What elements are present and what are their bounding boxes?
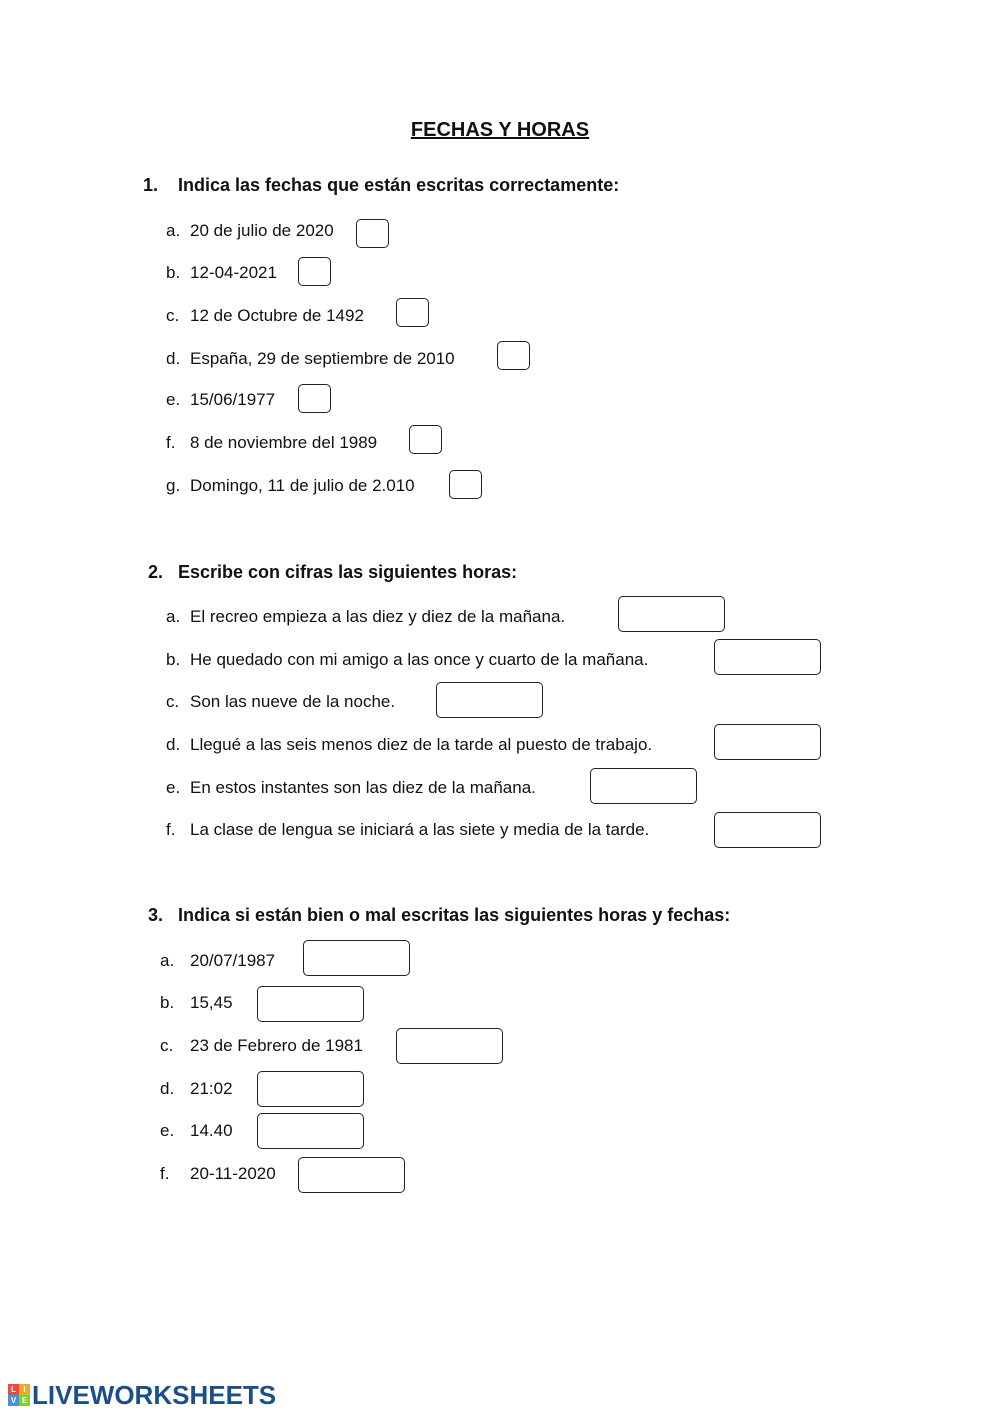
q2-item-b-answer-field[interactable] [714, 639, 821, 675]
q2-item-c-answer-field[interactable] [436, 682, 543, 718]
q3-item-d-letter: d. [160, 1079, 175, 1098]
q1-item-f-text: 8 de noviembre del 1989 [190, 433, 378, 452]
q3-item-a-answer-field[interactable] [303, 940, 410, 976]
q1-item-d-letter: d. [166, 349, 181, 368]
q3-item-f-letter: f. [160, 1164, 170, 1183]
q2-item-d-answer-field[interactable] [714, 724, 821, 760]
q2-item-f-letter: f. [166, 820, 176, 839]
q2-item-a-answer-field[interactable] [618, 596, 725, 632]
q1-item-b-letter: b. [166, 263, 181, 282]
logo-mark-tile: E [19, 1395, 30, 1406]
q2-item-b-letter: b. [166, 650, 181, 669]
q1-item-g-checkbox[interactable] [449, 470, 482, 499]
q2-item-e-text: En estos instantes son las diez de la mañana. [190, 778, 536, 797]
q3-item-b-answer-field[interactable] [257, 986, 364, 1022]
q1-item-c-text: 12 de Octubre de 1492 [190, 306, 364, 325]
q3-item-e-letter: e. [160, 1121, 175, 1140]
logo-mark-tile: I [19, 1384, 30, 1395]
q3-item-e-text: 14.40 [190, 1121, 233, 1140]
liveworksheets-logo-icon [8, 1384, 30, 1406]
question-3-text: Indica si están bien o mal escritas las siguientes horas y fechas: [178, 905, 731, 925]
q2-item-f-text: La clase de lengua se iniciará a las siete y media de la tarde. [190, 820, 650, 839]
q1-item-c-checkbox[interactable] [396, 298, 429, 327]
q1-item-d-checkbox[interactable] [497, 341, 530, 370]
q2-item-d-text: Llegué a las seis menos diez de la tarde al puesto de trabajo. [190, 735, 653, 754]
question-1-number: 1. [143, 175, 159, 195]
q2-item-d-letter: d. [166, 735, 181, 754]
q3-item-d-text: 21:02 [190, 1079, 233, 1098]
q1-item-b-text: 12-04-2021 [190, 263, 277, 282]
q1-item-e-checkbox[interactable] [298, 384, 331, 413]
q3-item-d-answer-field[interactable] [257, 1071, 364, 1107]
q1-item-a-checkbox[interactable] [356, 219, 389, 248]
q3-item-c-answer-field[interactable] [396, 1028, 503, 1064]
q3-item-f-answer-field[interactable] [298, 1157, 405, 1193]
question-2-number: 2. [148, 562, 164, 582]
question-1-text: Indica las fechas que están escritas correctamente: [178, 175, 620, 195]
q3-item-c-text: 23 de Febrero de 1981 [190, 1036, 363, 1055]
logo-mark-tile: L [8, 1384, 19, 1395]
q3-item-b-letter: b. [160, 993, 175, 1012]
q1-item-g-letter: g. [166, 476, 181, 495]
q1-item-c-letter: c. [166, 306, 180, 325]
q3-item-b-text: 15,45 [190, 993, 233, 1012]
q3-item-a-text: 20/07/1987 [190, 951, 276, 970]
question-3-number: 3. [148, 905, 164, 925]
q2-item-f-answer-field[interactable] [714, 812, 821, 848]
logo-mark-tile: V [8, 1395, 19, 1406]
q2-item-a-letter: a. [166, 607, 181, 626]
q3-item-f-text: 20-11-2020 [190, 1164, 276, 1183]
liveworksheets-logo-text: LIVEWORKSHEETS [32, 1379, 277, 1410]
q2-item-c-text: Son las nueve de la noche. [190, 692, 396, 711]
q3-item-e-answer-field[interactable] [257, 1113, 364, 1149]
worksheet-title: FECHAS Y HORAS [410, 119, 590, 141]
q2-item-c-letter: c. [166, 692, 180, 711]
q1-item-e-text: 15/06/1977 [190, 390, 276, 409]
q1-item-a-text: 20 de julio de 2020 [190, 221, 334, 240]
question-2-text: Escribe con cifras las siguientes horas: [178, 562, 518, 582]
q3-item-c-letter: c. [160, 1036, 174, 1055]
q1-item-f-letter: f. [166, 433, 176, 452]
q2-item-e-answer-field[interactable] [590, 768, 697, 804]
q2-item-b-text: He quedado con mi amigo a las once y cuarto de la mañana. [190, 650, 649, 669]
q1-item-e-letter: e. [166, 390, 181, 409]
q1-item-g-text: Domingo, 11 de julio de 2.010 [190, 476, 415, 495]
q1-item-b-checkbox[interactable] [298, 257, 331, 286]
liveworksheets-logo [8, 1380, 276, 1410]
q3-item-a-letter: a. [160, 951, 175, 970]
q2-item-a-text: El recreo empieza a las diez y diez de la mañana. [190, 607, 566, 626]
q2-item-e-letter: e. [166, 778, 181, 797]
q1-item-a-letter: a. [166, 221, 181, 240]
q1-item-f-checkbox[interactable] [409, 425, 442, 454]
q1-item-d-text: España, 29 de septiembre de 2010 [190, 349, 455, 368]
